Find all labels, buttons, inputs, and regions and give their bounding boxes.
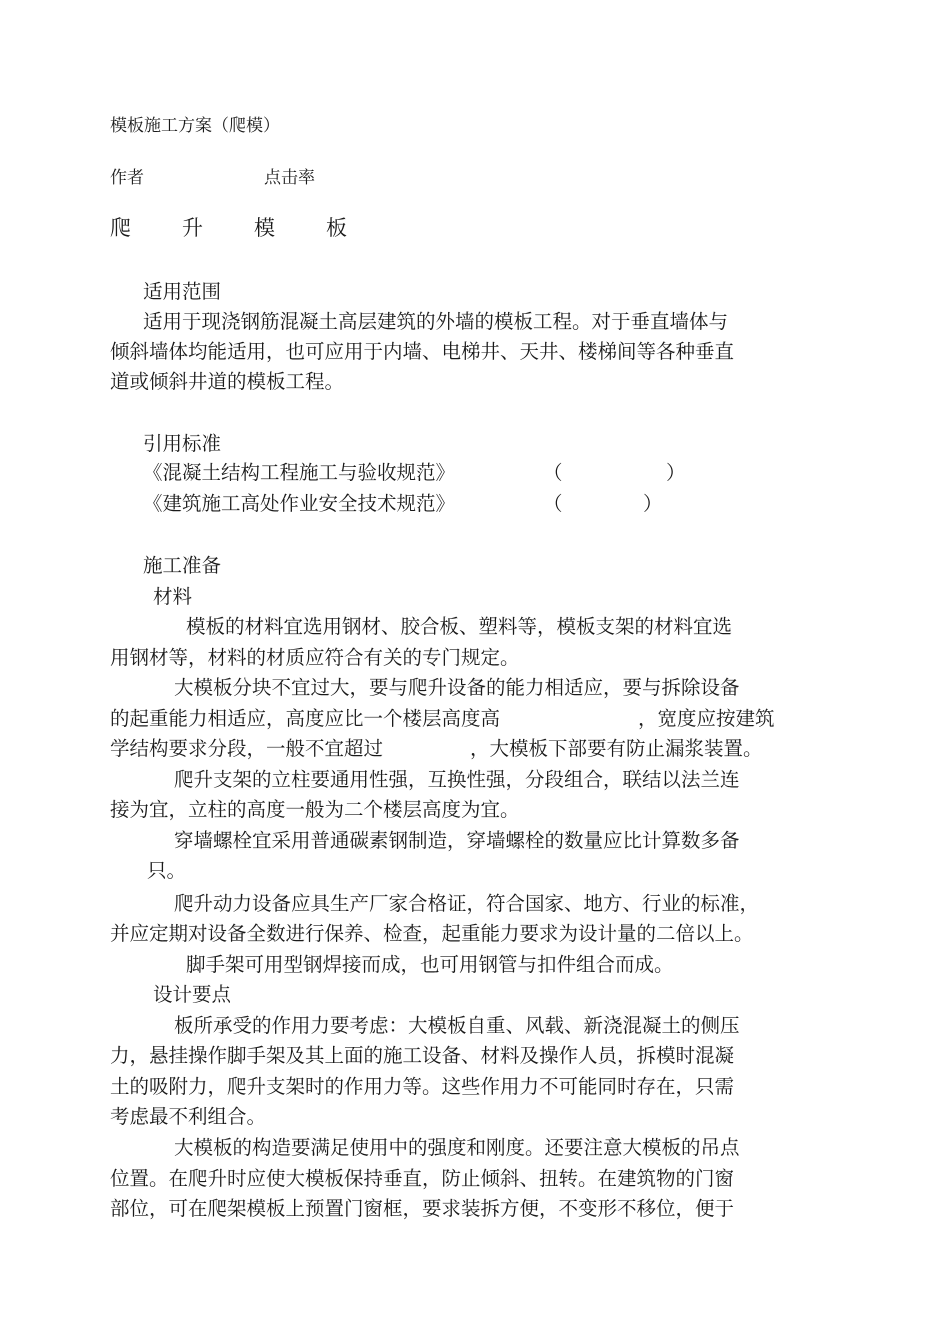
standard-close-paren: ）	[643, 492, 663, 515]
materials-line: 接为宜，立柱的高度一般为二个楼层高度为宜。	[110, 798, 520, 821]
scope-line: 道或倾斜井道的模板工程。	[110, 370, 345, 393]
materials-line: 大模板分块不宜过大，要与爬升设备的能力相适应，要与拆除设备	[174, 676, 740, 699]
scope-heading: 适用范围	[143, 280, 222, 303]
design-line: 力，悬挂操作脚手架及其上面的施工设备、材料及操作人员，拆模时混凝	[110, 1044, 735, 1067]
standard-open-paren: （	[543, 492, 563, 515]
design-line: 部位，可在爬架模板上预置门窗框，要求装拆方便，不变形不移位，便于	[110, 1197, 735, 1220]
materials-line: 爬升支架的立柱要通用性强，互换性强，分段组合，联结以法兰连	[174, 768, 740, 791]
design-line: 板所承受的作用力要考虑：大模板自重、风载、新浇混凝土的侧压	[174, 1014, 740, 1037]
scope-line: 倾斜墙体均能适用，也可应用于内墙、电梯井、天井、楼梯间等各种垂直	[110, 340, 735, 363]
prep-heading: 施工准备	[143, 554, 222, 577]
design-line: 考虑最不利组合。	[110, 1105, 267, 1128]
materials-line: ，大模板下部要有防止漏浆装置。	[470, 737, 763, 760]
materials-heading: 材料	[153, 585, 193, 608]
clicks-label: 点击率	[264, 168, 315, 188]
standard-name: 《混凝土结构工程施工与验收规范》	[143, 461, 456, 484]
materials-line: ，宽度应按建筑	[638, 707, 775, 730]
standards-heading: 引用标准	[143, 432, 222, 455]
scope-line: 适用于现浇钢筋混凝土高层建筑的外墙的模板工程。对于垂直墙体与	[143, 310, 729, 333]
materials-line: 的起重能力相适应，高度应比一个楼层高度高	[110, 707, 501, 730]
document-title: 模板施工方案（爬模）	[110, 116, 280, 136]
design-line: 位置。在爬升时应使大模板保持垂直，防止倾斜、扭转。在建筑物的门窗	[110, 1167, 735, 1190]
materials-line: 爬升动力设备应具生产厂家合格证，符合国家、地方、行业的标准，	[174, 892, 760, 915]
materials-line: 学结构要求分段，一般不宜超过	[110, 737, 384, 760]
design-heading: 设计要点	[153, 983, 232, 1006]
materials-line: 脚手架可用型钢焊接而成，也可用钢管与扣件组合而成。	[186, 953, 674, 976]
materials-line: 只。	[147, 859, 187, 882]
materials-line: 用钢材等，材料的材质应符合有关的专门规定。	[110, 646, 520, 669]
materials-line: 模板的材料宜选用钢材、胶合板、塑料等，模板支架的材料宜选	[186, 615, 733, 638]
design-line: 土的吸附力，爬升支架时的作用力等。这些作用力不可能同时存在，只需	[110, 1075, 735, 1098]
standard-name: 《建筑施工高处作业安全技术规范》	[143, 492, 456, 515]
standard-open-paren: （	[543, 461, 563, 484]
materials-line: 穿墙螺栓宜采用普通碳素钢制造，穿墙螺栓的数量应比计算数多备	[174, 829, 740, 852]
author-label: 作者	[110, 168, 144, 188]
materials-line: 并应定期对设备全数进行保养、检查，起重能力要求为设计量的二倍以上。	[110, 922, 754, 945]
standard-close-paren: ）	[666, 461, 686, 484]
main-heading: 爬 升 模 板	[110, 216, 362, 240]
design-line: 大模板的构造要满足使用中的强度和刚度。还要注意大模板的吊点	[174, 1136, 740, 1159]
